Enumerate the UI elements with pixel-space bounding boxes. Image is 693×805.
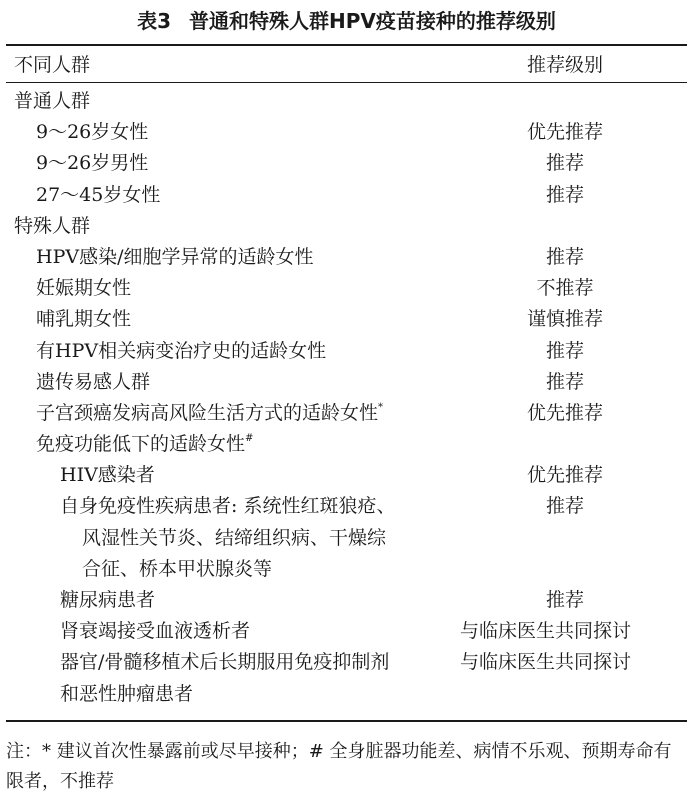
- column-header-level: 推荐级别: [526, 54, 603, 76]
- row-label: 有HPV相关病变治疗史的适龄女性: [36, 339, 327, 362]
- table-row: [0, 554, 693, 585]
- row-label: 肾衰竭接受血液透析者: [60, 620, 251, 643]
- row-level: 不推荐: [536, 277, 594, 300]
- table-row: [0, 523, 693, 554]
- row-label: 9～26岁男性: [36, 152, 149, 175]
- row-level: 优先推荐: [526, 464, 603, 487]
- table-title-text: 普通和特殊人群HPV疫苗接种的推荐级别: [189, 9, 556, 33]
- footnote-mark-hash: #: [245, 432, 254, 444]
- row-label: 普通人群: [14, 90, 91, 112]
- header-rule: [6, 82, 687, 83]
- table-row: [0, 460, 693, 491]
- row-level: 优先推荐: [526, 401, 603, 424]
- table-row: [0, 491, 693, 522]
- table-title: [0, 8, 693, 34]
- row-level: 谨慎推荐: [526, 308, 603, 331]
- row-label: 合征、桥本甲状腺炎等: [82, 557, 273, 580]
- row-label: HIV感染者: [60, 464, 155, 487]
- table-footnote: 注：* 建议首次性暴露前或尽早接种；# 全身脏器功能差、病情不乐观、预期寿命有限者，不推荐: [6, 741, 672, 792]
- row-level: 推荐: [545, 245, 584, 268]
- row-label: HPV感染/细胞学异常的适龄女性: [36, 245, 314, 268]
- row-level: 推荐: [545, 183, 584, 206]
- table-row: [0, 398, 693, 429]
- row-level: 推荐: [545, 589, 584, 611]
- table-row: [0, 336, 693, 367]
- row-level: 推荐: [545, 152, 584, 175]
- footnote-mark-asterisk: *: [378, 401, 384, 413]
- table-row: [0, 86, 693, 117]
- table-row: [0, 616, 693, 647]
- table-row: [0, 148, 693, 179]
- row-label: 器官/骨髓移植术后长期服用免疫抑制剂: [60, 651, 390, 674]
- row-label: 子宫颈癌发病高风险生活方式的适龄女性: [36, 401, 379, 424]
- row-level: 推荐: [545, 370, 584, 393]
- row-level: 与临床医生共同探讨: [460, 651, 632, 674]
- table-row: [0, 180, 693, 211]
- row-label: 9～26岁女性: [36, 121, 149, 144]
- table-number: 表3: [137, 9, 172, 33]
- row-level: 与临床医生共同探讨: [460, 620, 632, 643]
- row-label: 遗传易感人群: [36, 370, 151, 393]
- table-row: [0, 211, 693, 242]
- table-row: [0, 647, 693, 678]
- row-label: 自身免疫性疾病患者: 系统性红斑狼疮、: [60, 495, 396, 518]
- column-header-group: 不同人群: [14, 54, 91, 76]
- row-label: 哺乳期女性: [36, 308, 132, 331]
- table-row: [0, 242, 693, 273]
- row-label: 和恶性肿瘤患者: [60, 682, 194, 705]
- row-label: 特殊人群: [14, 214, 91, 237]
- table-row: [0, 679, 693, 710]
- row-label: 27～45岁女性: [36, 183, 161, 206]
- top-rule: [6, 44, 687, 46]
- row-label: 风湿性关节炎、结缔组织病、干燥综: [82, 526, 387, 549]
- row-level: 推荐: [545, 495, 584, 518]
- row-level: 推荐: [545, 339, 584, 362]
- table-row: [0, 273, 693, 304]
- table-row: [0, 367, 693, 398]
- table-row: [0, 585, 693, 616]
- table-row: [0, 304, 693, 335]
- table-row: [0, 117, 693, 148]
- row-label: 糖尿病患者: [60, 589, 156, 611]
- table-body: [0, 86, 693, 710]
- bottom-rule: [6, 720, 687, 722]
- row-label-with-mark: [36, 429, 253, 460]
- row-label: 免疫功能低下的适龄女性: [36, 433, 246, 456]
- row-level: 优先推荐: [526, 121, 603, 144]
- table-row: [0, 429, 693, 460]
- row-label: 妊娠期女性: [36, 277, 132, 300]
- row-label-with-mark: [36, 398, 383, 429]
